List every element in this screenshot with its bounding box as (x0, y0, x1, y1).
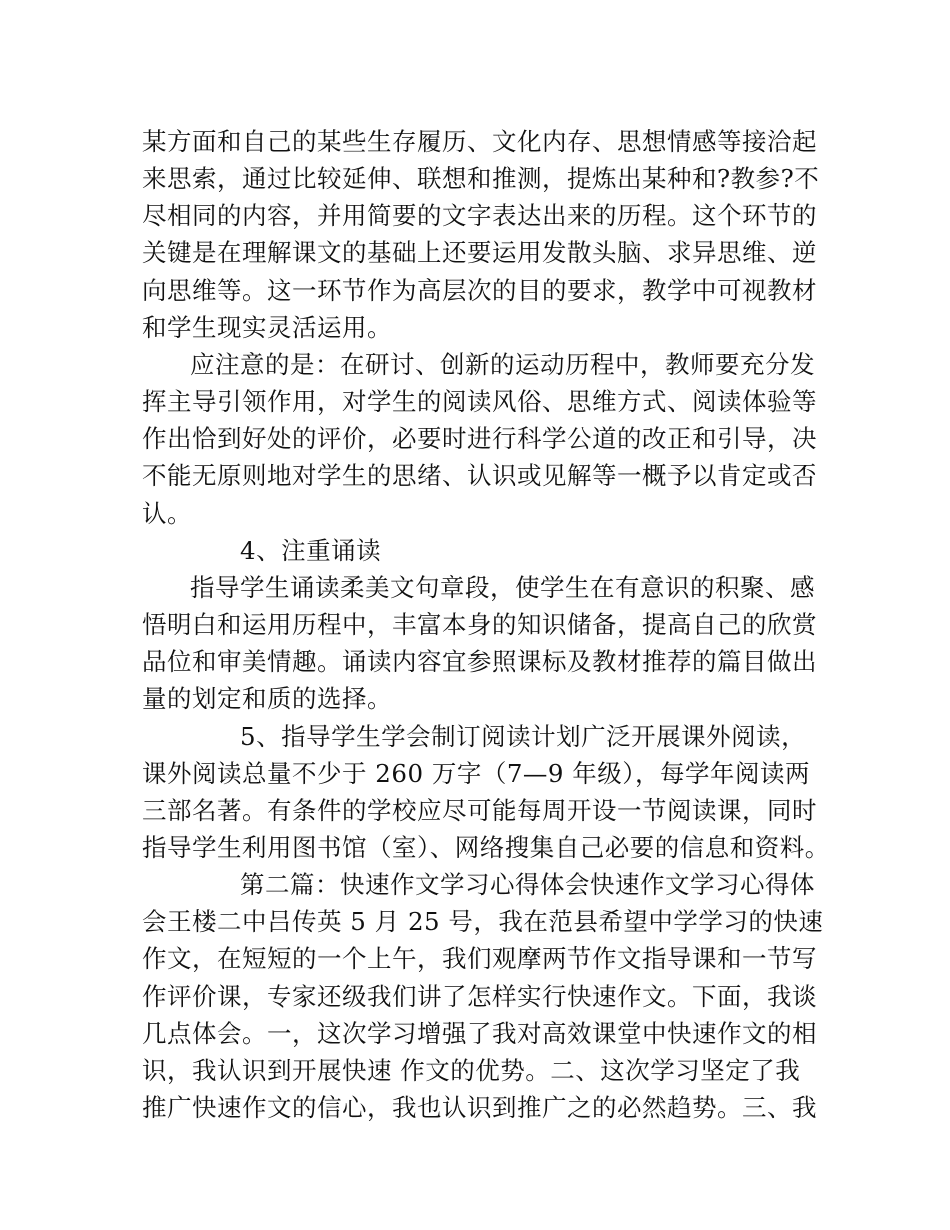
text-line: 课外阅读总量不少于 260 万字（7—9 年级），每学年阅读两 (142, 759, 811, 788)
section-heading: 第二篇：快速作文学习心得体会快速作文学习心得体 (240, 870, 815, 899)
section-heading: 4、注重诵读 (240, 536, 382, 565)
text-line: 量的划定和质的选择。 (142, 684, 392, 713)
text-line: 作文，在短短的一个上午，我们观摩两节作文指导课和一节写 (142, 944, 817, 973)
text-line: 指导学生利用图书馆（室）、网络搜集自己必要的信息和资料。 (142, 833, 830, 862)
paragraph-start-line: 指导学生诵读柔美文句章段，使学生在有意识的积聚、感 (190, 573, 815, 602)
text-line: 三部名著。有条件的学校应尽可能每周开设一节阅读课，同时 (142, 796, 817, 825)
text-line: 挥主导引领作用，对学生的阅读风俗、思维方式、阅读体验等 (142, 387, 817, 416)
text-line: 品位和审美情趣。诵读内容宜参照课标及教材推荐的篇目做出 (142, 647, 817, 676)
text-line: 来思索，通过比较延伸、联想和推测，提炼出某种和?教参?不 (142, 164, 820, 193)
paragraph-start-line: 应注意的是：在研讨、创新的运动历程中，教师要充分发 (190, 350, 815, 379)
text-line: 不能无原则地对学生的思绪、认识或见解等一概予以肯定或否 (142, 461, 817, 490)
text-line: 作出恰到好处的评价，必要时进行科学公道的改正和引导，决 (142, 424, 817, 453)
text-line: 会王楼二中吕传英 5 月 25 号，我在范县希望中学学习的快速 (142, 907, 824, 936)
text-line: 识，我认识到开展快速 作文的优势。二、这次学习坚定了我 (142, 1056, 801, 1085)
text-line: 推广快速作文的信心，我也认识到推广之的必然趋势。三、我 (142, 1093, 817, 1122)
text-line: 几点体会。一，这次学习增强了我对高效课堂中快速作文的相 (142, 1019, 817, 1048)
text-line: 尽相同的内容，并用简要的文字表达出来的历程。这个环节的 (142, 201, 817, 230)
section-heading: 5、指导学生学会制订阅读计划广泛开展课外阅读， (240, 722, 807, 751)
text-line: 某方面和自己的某些生存履历、文化内存、思想情感等接洽起 (142, 127, 817, 156)
text-line: 和学生现实灵活运用。 (142, 313, 392, 342)
text-line: 向思维等。这一环节作为高层次的目的要求，教学中可视教材 (142, 276, 817, 305)
text-line: 关键是在理解课文的基础上还要运用发散头脑、求异思维、逆 (142, 238, 817, 267)
text-line: 悟明白和运用历程中，丰富本身的知识储备，提高自己的欣赏 (142, 610, 817, 639)
text-line: 认。 (142, 499, 192, 528)
text-line: 作评价课，专家还级我们讲了怎样实行快速作文。下面，我谈 (142, 982, 817, 1011)
